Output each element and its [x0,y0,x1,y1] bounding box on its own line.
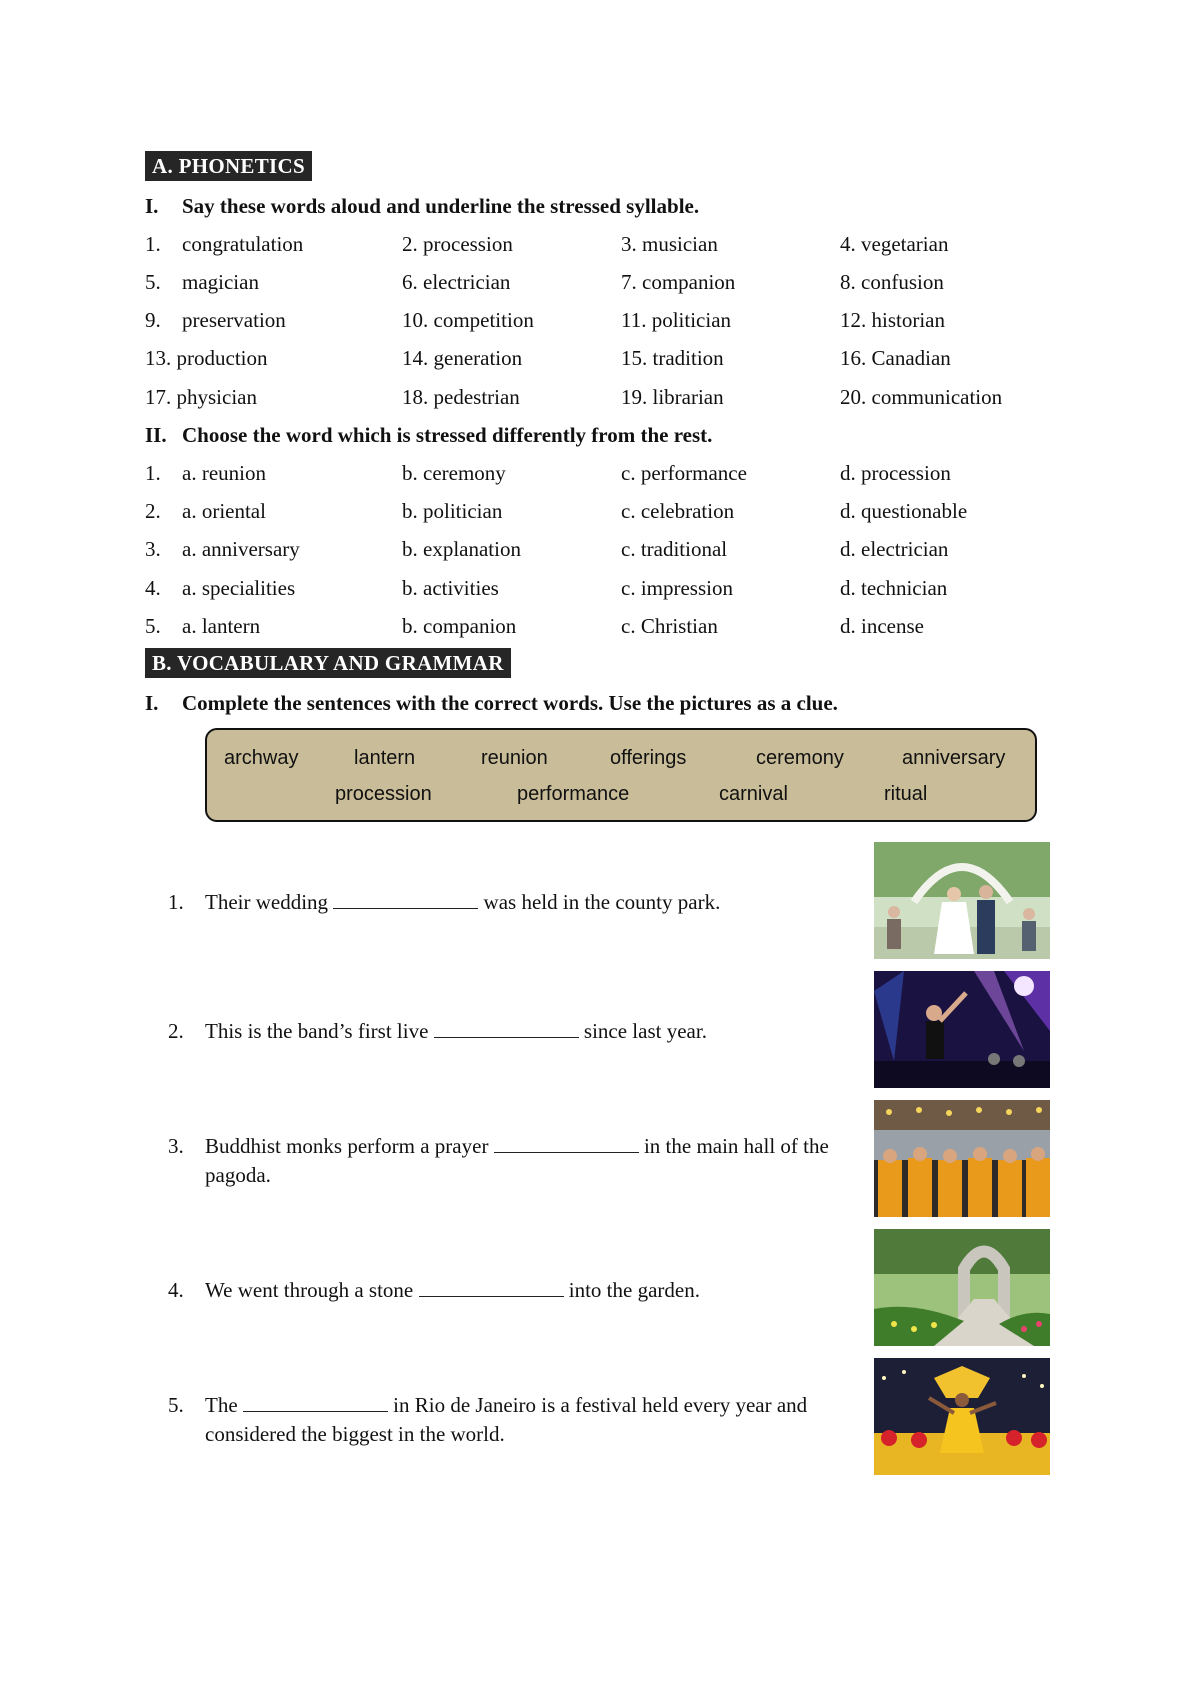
word: magician [182,270,259,294]
option-text: a. anniversary [182,537,300,561]
choice-row [145,571,1045,605]
carnival-photo [874,1358,1050,1475]
word: preservation [182,308,286,332]
choice-b: b. activities [402,576,499,600]
answer-blank[interactable] [494,1134,639,1153]
choice-a [145,609,260,643]
text-before: Their wedding [205,890,334,914]
choice-row [145,532,1045,566]
item-number: 3. [145,537,161,561]
item-number: 2. [145,499,161,523]
word-cell: 2. procession [402,232,513,256]
word-row [145,341,1045,375]
word-cell: 12. historian [840,308,945,332]
question-number: 4. [168,1278,184,1302]
choice-d: d. technician [840,576,948,600]
word-cell: 11. politician [621,308,732,332]
word-cell: 8. confusion [840,270,944,294]
question-text [205,1132,858,1190]
question-item [168,888,858,917]
option-text: a. oriental [182,499,266,523]
word-cell: 20. communication [840,385,1003,409]
word-cell: 13. production [145,346,268,370]
choice-row [145,456,1045,490]
choice-row [145,609,1045,643]
question-number: 3. [168,1134,184,1158]
choice-d: d. electrician [840,537,949,561]
choice-c: c. Christian [621,614,718,638]
answer-blank[interactable] [434,1019,579,1038]
choice-c: c. traditional [621,537,728,561]
question-text [205,1276,858,1305]
part-b1-heading [145,688,838,718]
choice-b: b. politician [402,499,503,523]
item-number: 1. [145,232,161,256]
text-before: The [205,1393,243,1417]
word-bank-item: offerings [610,747,687,769]
text-before: This is the band’s first live [205,1019,434,1043]
word-row [145,227,1045,261]
word-row [145,303,1045,337]
answer-blank[interactable] [243,1393,388,1412]
word-bank-item: archway [224,747,299,769]
word-cell: 17. physician [145,385,257,409]
question-text [205,1391,858,1449]
word-cell: 3. musician [621,232,718,256]
text-after: was held in the county park. [478,890,721,914]
word-cell: 16. Canadian [840,346,951,370]
word-cell: 19. librarian [621,385,724,409]
part-a1-number: I. [145,194,159,218]
word-cell: 18. pedestrian [402,385,520,409]
part-a2-instruction: Choose the word which is stressed differently from the rest. [182,423,713,447]
question-item [168,1132,858,1190]
wedding-photo [874,842,1050,959]
word-row [145,265,1045,299]
text-after: in Rio de Janeiro is a festival held every year and considered the biggest in the world. [205,1393,808,1446]
choice-d: d. incense [840,614,924,638]
word-bank-item: reunion [481,747,548,769]
choice-b: b. companion [402,614,517,638]
question-number: 1. [168,890,184,914]
question-item [168,1391,858,1449]
text-before: Buddhist monks perform a prayer [205,1134,494,1158]
word-cell: 14. generation [402,346,523,370]
word-row [145,380,1045,414]
choice-a [145,532,300,566]
word-cell [145,303,286,337]
word-bank-item: procession [335,783,432,805]
part-b1-number: I. [145,691,159,715]
monks-photo [874,1100,1050,1217]
choice-d: d. questionable [840,499,968,523]
word-bank [205,728,1037,822]
part-a1-heading [145,191,699,221]
question-text [205,1017,858,1046]
word-bank-item: lantern [354,747,416,769]
choice-a [145,494,266,528]
option-text: a. specialities [182,576,296,600]
choice-a [145,571,295,605]
item-number: 1. [145,461,161,485]
text-before: We went through a stone [205,1278,419,1302]
question-item [168,1276,858,1305]
choice-b: b. explanation [402,537,521,561]
option-text: a. reunion [182,461,266,485]
word-cell: 7. companion [621,270,736,294]
text-after: since last year. [578,1019,707,1043]
question-item [168,1017,858,1046]
answer-blank[interactable] [419,1278,564,1297]
part-b1-instruction: Complete the sentences with the correct words. Use the pictures as a clue. [182,691,838,715]
choice-row [145,494,1045,528]
text-after: in the main hall of the pagoda. [205,1134,829,1187]
section-b-title: B. VOCABULARY AND GRAMMAR [145,648,511,678]
concert-photo [874,971,1050,1088]
question-number: 5. [168,1393,184,1417]
part-a2-heading [145,420,712,450]
word-bank-item: carnival [719,783,788,805]
option-text: a. lantern [182,614,261,638]
question-text [205,888,858,917]
part-a1-instruction: Say these words aloud and underline the stressed syllable. [182,194,700,218]
garden-arch-photo [874,1229,1050,1346]
question-number: 2. [168,1019,184,1043]
word-cell [145,227,303,261]
word-cell: 10. competition [402,308,534,332]
item-number: 5. [145,270,161,294]
word-cell: 6. electrician [402,270,511,294]
text-after: into the garden. [563,1278,700,1302]
word-bank-item: ceremony [756,747,844,769]
section-a-title: A. PHONETICS [145,151,312,181]
part-a2-number: II. [145,423,167,447]
word-bank-item: anniversary [902,747,1006,769]
item-number: 5. [145,614,161,638]
choice-c: c. celebration [621,499,735,523]
word: congratulation [182,232,304,256]
word-cell: 4. vegetarian [840,232,949,256]
answer-blank[interactable] [333,890,478,909]
choice-a [145,456,266,490]
choice-b: b. ceremony [402,461,506,485]
choice-d: d. procession [840,461,951,485]
word-cell [145,265,259,299]
choice-c: c. impression [621,576,733,600]
word-cell: 15. tradition [621,346,724,370]
word-bank-item: ritual [884,783,928,805]
word-bank-item: performance [517,783,630,805]
choice-c: c. performance [621,461,747,485]
item-number: 9. [145,308,161,332]
item-number: 4. [145,576,161,600]
